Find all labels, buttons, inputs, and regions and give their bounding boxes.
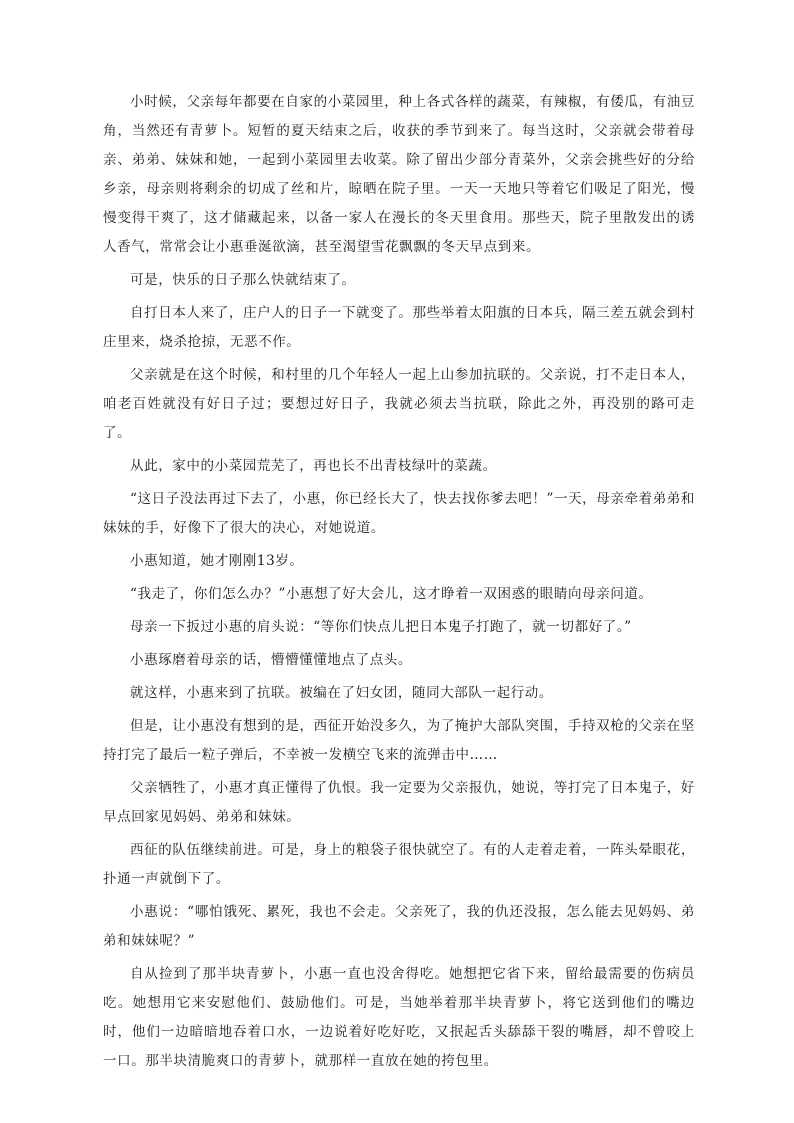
paragraph-11: 就这样，小惠来到了抗联。被编在了妇女团，随同大部队一起行动。 — [130, 685, 553, 701]
paragraph-8: “我走了，你们怎么办？”小惠想了好大会儿，这才睁着一双困惑的眼睛向母亲问道。 — [130, 586, 653, 602]
paragraph-10: 小惠琢磨着母亲的话，懵懵懂懂地点了点头。 — [130, 652, 412, 668]
paragraph-2: 可是，快乐的日子那么快就结束了。 — [130, 272, 356, 288]
paragraph-5: 从此，家中的小菜园荒芜了，再也长不出青枝绿叶的菜蔬。 — [130, 458, 497, 474]
paragraph-6: “这日子没法再过下去了，小惠，你已经长大了，快去找你爹去吧！”一天，母亲牵着弟弟和妹妹的手，好像下了很大的决心，对她说道。 — [103, 491, 695, 536]
paragraph-4: 父亲就是在这个时候，和村里的几个年轻人一起上山参加抗联的。父亲说，打不走日本人，咱老百姓就没有好日子过；要想过好日子，我就必须去当抗联，除此之外，再没别的路可走了。 — [103, 367, 695, 441]
paragraph-15: 小惠说：“哪怕饿死、累死，我也不会走。父亲死了，我的仇还没报，怎么能去见妈妈、弟弟和妹妹呢？” — [103, 904, 695, 949]
paragraph-12: 但是，让小惠没有想到的是，西征开始没多久，为了掩护大部队突围，手持双枪的父亲在坚持打完了最后一粒子弹后，不幸被一发横空飞来的流弹击中…… — [103, 718, 695, 763]
paragraph-14: 西征的队伍继续前进。可是，身上的粮袋子很快就空了。有的人走着走着，一阵头晕眼花，扑通一声就倒下了。 — [103, 842, 695, 887]
paragraph-13: 父亲牺牲了，小惠才真正懂得了仇恨。我一定要为父亲报仇，她说，等打完了日本鬼子，好早点回家见妈妈、弟弟和妹妹。 — [103, 780, 695, 825]
paragraph-16: 自从捡到了那半块青萝卜，小惠一直也没舍得吃。她想把它省下来，留给最需要的伤病员吃。她想用它来安慰他们、鼓励他们。可是，当她举着那半块青萝卜，将它送到他们的嘴边时，他们一边暗暗地吞着口水，一边说着好吃好吃，又抿起舌头舔舔干裂的嘴唇，却不曾咬上一口。那半块清脆爽口的青萝卜，就那样一直放在她的挎包里。 — [103, 966, 695, 1069]
paragraph-9: 母亲一下扳过小惠的肩头说：“等你们快点儿把日本鬼子打跑了，就一切都好了。” — [130, 619, 632, 635]
story-text — [103, 88, 695, 1080]
paragraph-7: 小惠知道，她才刚刚13岁。 — [130, 553, 304, 569]
paragraph-1: 小时候，父亲每年都要在自家的小菜园里，种上各式各样的蔬菜，有辣椒，有倭瓜，有油豆角，当然还有青萝卜。短暂的夏天结束之后，收获的季节到来了。每当这时，父亲就会带着母亲、弟弟、妹妹和她，一起到小菜园里去收菜。除了留出少部分青菜外，父亲会挑些好的分给乡亲，母亲则将剩余的切成了丝和片，晾晒在院子里。一天一天地只等着它们吸足了阳光，慢慢变得干爽了，这才储藏起来，以备一家人在漫长的冬天里食用。那些天，院子里散发出的诱人香气，常常会让小惠垂涎欲滴，甚至渴望雪花飘飘的冬天早点到来。 — [103, 94, 695, 255]
paragraph-3: 自打日本人来了，庄户人的日子一下就变了。那些举着太阳旗的日本兵，隔三差五就会到村庄里来，烧杀抢掠，无恶不作。 — [103, 305, 695, 350]
